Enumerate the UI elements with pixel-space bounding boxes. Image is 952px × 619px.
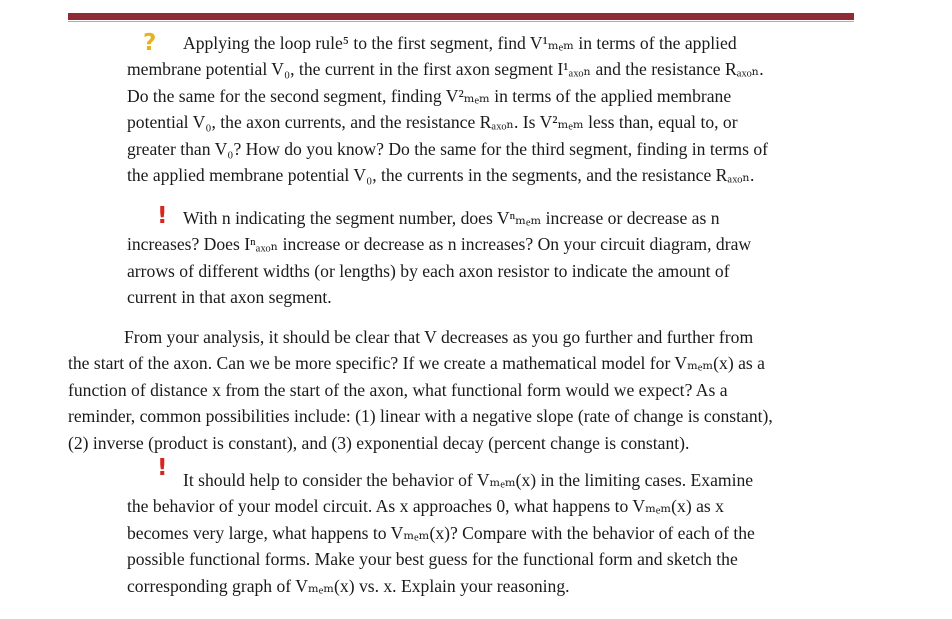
q1-line: potential V₀, the axon currents, and the resistance Rₐₓₒₙ. Is V²ₘₑₘ less than, equal to, or [127,112,738,133]
q2-line: increases? Does Iⁿₐₓₒₙ increase or decrease as n increases? On your circuit diagram, draw [127,234,752,255]
body-line: From your analysis, it should be clear that V decreases as you go further and further from [124,327,754,347]
q3-line: It should help to consider the behavior of Vₘₑₘ(x) in the limiting cases. Examine [183,470,754,490]
q2-line: current in that axon segment. [127,287,332,308]
body-line: (2) inverse (product is constant), and (3) exponential decay (percent change is constant). [68,432,690,453]
q3-line: possible functional forms. Make your best guess for the functional form and sketch the [127,549,738,570]
question-paragraph-1 [127,30,857,188]
exclamation-icon: ! [157,455,168,481]
exclamation-icon: ! [157,203,168,229]
body-line: reminder, common possibilities include: (1) linear with a negative slope (rate of change is constant), [68,406,773,427]
q3-line: becomes very large, what happens to Vₘₑₘ(x)? Compare with the behavior of each of the [127,522,755,543]
q1-line: the applied membrane potential V₀, the currents in the segments, and the resistance Rₐₓₒₙ. [127,165,755,186]
body-line: the start of the axon. Can we be more specific? If we create a mathematical model for Vₘₑₘ(x) as a [68,353,765,374]
q3-line: the behavior of your model circuit. As x approaches 0, what happens to Vₘₑₘ(x) as x [127,496,724,517]
question-paragraph-2 [127,205,857,311]
q2-line: With n indicating the segment number, does Vⁿₘₑₘ increase or decrease as n [183,208,720,228]
q1-line: Applying the loop rule⁵ to the first segment, find V¹ₘₑₘ in terms of the applied [183,33,737,53]
header-rule [68,13,854,20]
header-rule-thin [68,21,854,22]
q1-line: Do the same for the second segment, finding V²ₘₑₘ in terms of the applied membrane [127,85,732,106]
body-line: function of distance x from the start of the axon, what functional form would we expect? As a [68,379,728,400]
body-paragraph [68,324,858,456]
question-paragraph-3 [127,467,857,599]
question-mark-icon: ? [143,30,157,56]
q1-line: membrane potential V₀, the current in the first axon segment I¹ₐₓₒₙ and the resistance Rₐₓₒₙ. [127,59,764,80]
q2-line: arrows of different widths (or lengths) by each axon resistor to indicate the amount of [127,260,730,281]
q1-line: greater than V₀? How do you know? Do the same for the third segment, finding in terms of [127,138,768,159]
q3-line: corresponding graph of Vₘₑₘ(x) vs. x. Explain your reasoning. [127,575,570,596]
